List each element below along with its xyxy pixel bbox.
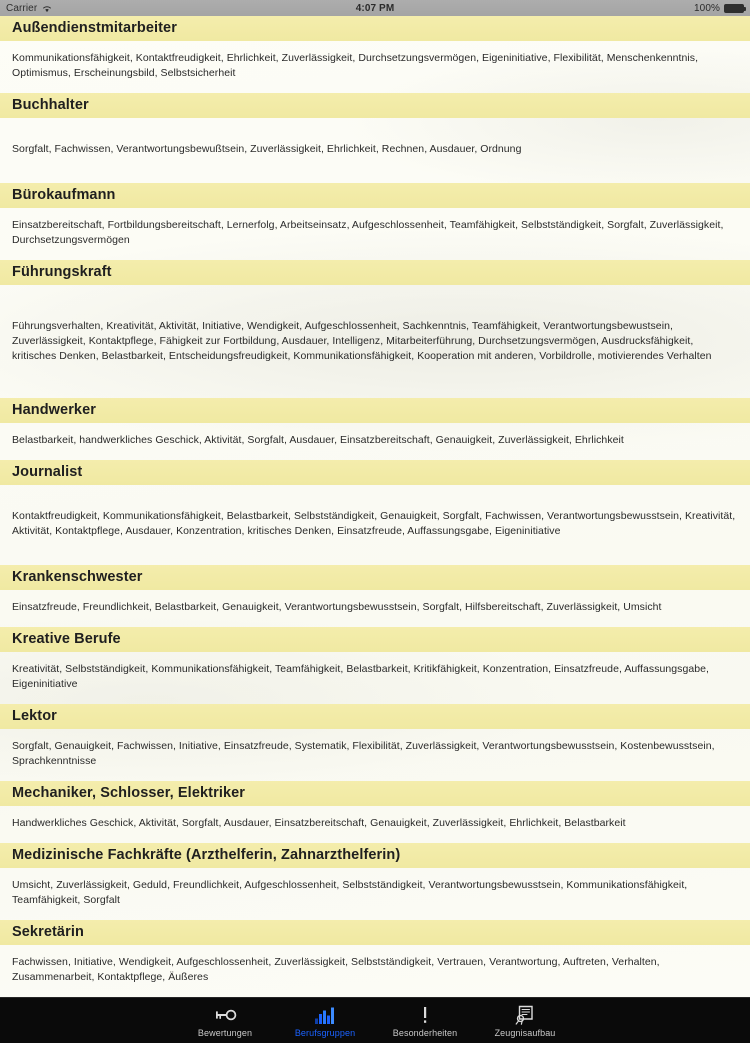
section-traits: Kommunikationsfähigkeit, Kontaktfreudigkeit, Ehrlichkeit, Zuverlässigkeit, Durchsetzungsvermögen, Eigeninitiative, Flexibilität, Menschenkenntnis, Optimismus, Erscheinungsbild, Selbstsicherheit (12, 52, 699, 79)
section-mechaniker-schlosser-elektriker (0, 781, 750, 843)
profession-list[interactable] (0, 16, 750, 997)
section-traits: Umsicht, Zuverlässigkeit, Geduld, Freundlichkeit, Aufgeschlossenheit, Selbstständigkeit, Verantwortungsbewusstsein, Kommunikationsfähigkeit, Teamfähigkeit, Sorgfalt (12, 879, 688, 906)
section-header[interactable]: Lektor (0, 704, 750, 729)
section-traits: Handwerkliches Geschick, Aktivität, Sorgfalt, Ausdauer, Einsatzbereitschaft, Genauigkeit, Zuverlässigkeit, Ehrlichkeit, Belastbarkeit (12, 817, 626, 829)
section-traits: Sorgfalt, Fachwissen, Verantwortungsbewußtsein, Zuverlässigkeit, Ehrlichkeit, Rechnen, Ausdauer, Ordnung (12, 143, 522, 155)
section-traits: Kreativität, Selbstständigkeit, Kommunikationsfähigkeit, Teamfähigkeit, Belastbarkeit, Kritikfähigkeit, Konzentration, Einsatzfreude, Auffassungsgabe, Eigeninitiative (12, 663, 709, 690)
status-bar-right (694, 3, 744, 14)
battery-full-icon (724, 4, 744, 13)
carrier-label: Carrier (6, 2, 38, 14)
status-bar-left (6, 3, 52, 14)
tab-label: Zeugnisaufbau (494, 1027, 556, 1038)
section-header[interactable]: Handwerker (0, 398, 750, 423)
section-kreative-berufe (0, 627, 750, 704)
section-lektor (0, 704, 750, 781)
section-header[interactable]: Mechaniker, Schlosser, Elektriker (0, 781, 750, 806)
section-traits: Kontaktfreudigkeit, Kommunikationsfähigkeit, Belastbarkeit, Selbstständigkeit, Genauigkeit, Sorgfalt, Fachwissen, Verantwortungsbewusstsein, Kreativität, Aktivität, Kontaktpflege, Ausdauer, Konzentration, kritisches Denken, Einsatzfreude, Auffassungsgabe, Eigeninitiative (12, 510, 736, 537)
section-header[interactable]: Führungskraft (0, 260, 750, 285)
section-traits: Führungsverhalten, Kreativität, Aktivität, Initiative, Wendigkeit, Aufgeschlossenheit, Sachkenntnis, Teamfähigkeit, Verantwortungsbewustsein, Zuverlässigkeit, Kontaktpflege, Fähigkeit zur Fortbildung, Ausdauer, Intelligenz, Mitarbeiterführung, Durchsetzungsvermögen, Ausdrucksfähigkeit, kritisches Denken, Belastbarkeit, Entscheidungsfreudigkeit, Kommunikationsfähigkeit, Kooperation mit anderen, Vorbildrolle, motivierendes Verhalten (12, 320, 712, 362)
section-fuehrungskraft (0, 260, 750, 398)
section-header[interactable]: Journalist (0, 460, 750, 485)
tab-label: Besonderheiten (392, 1027, 458, 1038)
exclamation-icon (420, 1004, 430, 1026)
section-header[interactable]: Sekretärin (0, 920, 750, 945)
tab-label: Berufsgruppen (294, 1027, 356, 1038)
section-traits: Fachwissen, Initiative, Wendigkeit, Aufgeschlossenheit, Zuverlässigkeit, Selbstständigkeit, Vertrauen, Verantwortung, Auftreten, Verhalten, Zusammenarbeit, Kontaktpflege, Äußeres (12, 956, 660, 983)
section-traits: Belastbarkeit, handwerkliches Geschick, Aktivität, Sorgfalt, Ausdauer, Einsatzbereitschaft, Genauigkeit, Zuverlässigkeit, Ehrlichkeit (12, 434, 624, 446)
tab-bewertungen[interactable] (175, 998, 275, 1043)
section-ausendienstmitarbeiter (0, 16, 750, 93)
section-buerokaufmann (0, 183, 750, 260)
wifi-icon (42, 4, 52, 13)
section-handwerker (0, 398, 750, 460)
section-header[interactable]: Buchhalter (0, 93, 750, 118)
section-sekretaerin (0, 920, 750, 997)
tab-label: Bewertungen (197, 1027, 253, 1038)
tab-berufsgruppen[interactable] (275, 998, 375, 1043)
status-bar-time: 4:07 PM (355, 2, 395, 14)
section-medizinische-fachkraefte (0, 843, 750, 920)
status-bar (0, 0, 750, 16)
section-header[interactable]: Medizinische Fachkräfte (Arzthelferin, Zahnarzthelferin) (0, 843, 750, 868)
section-buchhalter (0, 93, 750, 183)
section-traits: Einsatzbereitschaft, Fortbildungsbereitschaft, Lernerfolg, Arbeitseinsatz, Aufgeschlossenheit, Teamfähigkeit, Selbstständigkeit, Sorgfalt, Zuverlässigkeit, Durchsetzungsvermögen (12, 219, 724, 246)
section-traits: Einsatzfreude, Freundlichkeit, Belastbarkeit, Genauigkeit, Verantwortungsbewusstsein, Sorgfalt, Hilfsbereitschaft, Zuverlässigkeit, Umsicht (12, 601, 662, 613)
section-header[interactable]: Bürokaufmann (0, 183, 750, 208)
tab-bar (0, 997, 750, 1043)
certificate-seal-icon (514, 1004, 536, 1026)
section-journalist (0, 460, 750, 565)
key-icon (213, 1004, 237, 1026)
tab-besonderheiten[interactable] (375, 998, 475, 1043)
section-traits: Sorgfalt, Genauigkeit, Fachwissen, Initiative, Einsatzfreude, Systematik, Flexibilität, Zuverlässigkeit, Verantwortungsbewusstsein, Kostenbewusstsein, Sprachkenntnisse (12, 740, 715, 767)
section-header[interactable]: Kreative Berufe (0, 627, 750, 652)
section-krankenschwester (0, 565, 750, 627)
section-header[interactable]: Außendienstmitarbeiter (0, 16, 750, 41)
bar-chart-icon (313, 1004, 337, 1026)
section-header[interactable]: Krankenschwester (0, 565, 750, 590)
battery-percent-label: 100% (694, 2, 720, 14)
tab-zeugnisaufbau[interactable] (475, 998, 575, 1043)
